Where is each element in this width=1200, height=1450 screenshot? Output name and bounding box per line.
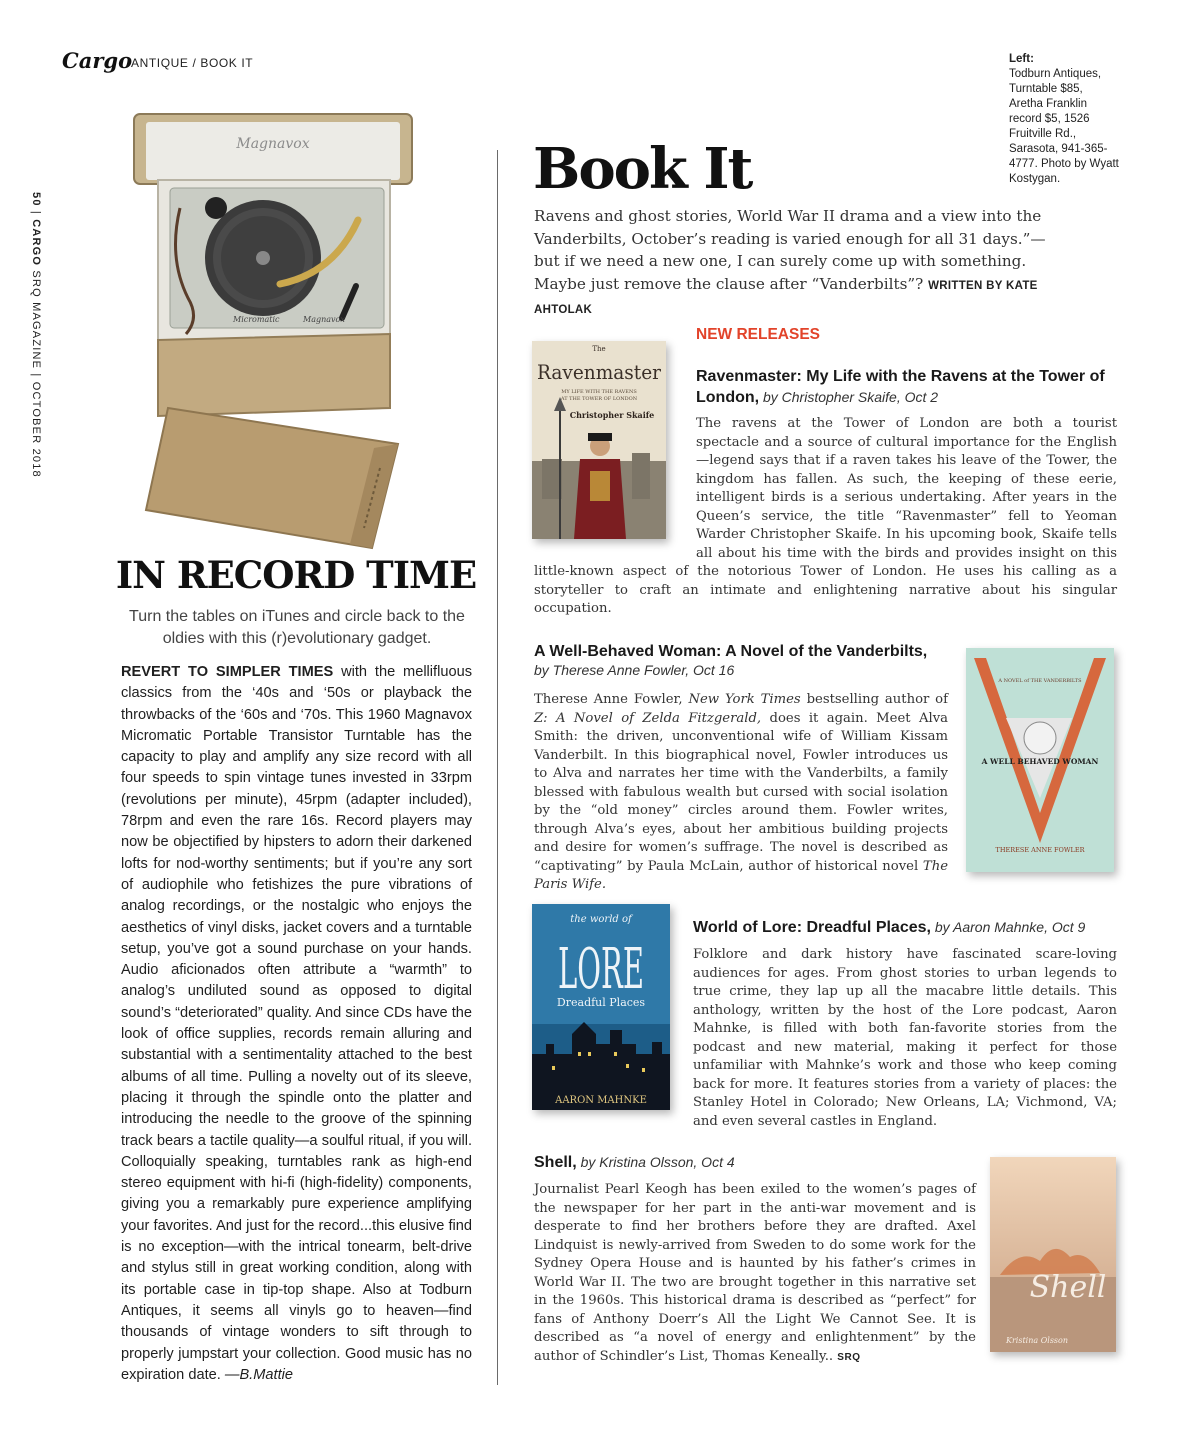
caption-head: Left: [1009,53,1034,65]
wbw-body-paris: The Paris Wife. [534,858,948,892]
ravenmaster-cover-title: Ravenmaster [537,360,662,384]
ravenmaster-cover-author: Christopher Skaife [569,410,655,420]
book-it-credit: WRITTEN BY KATE AHTOLAK [534,279,1038,316]
wbw-cover-title: A WELL BEHAVED WOMAN [981,757,1099,766]
shell-title: Shell, [534,1154,577,1171]
left-article-lead: REVERT TO SIMPLER TIMES [121,664,334,680]
world-of-lore-meta: by Aaron Mahnke, Oct 9 [930,919,1086,935]
shell-meta: by Kristina Olsson, Oct 4 [576,1154,735,1170]
section-label: ANTIQUE / BOOK IT [131,56,254,70]
wbw-body-part-3: does it again. Meet Alva Smith: the driven, unconventional wife of William Kissam Vanderbilt. In this biographical novel, Fowler introduces us to Alva and narrates her time with the Vanderbilts, a family blessed with fabulous wealth but cursed with social isolation by the “old money” circles around them. Fowler writes, through Alva’s eyes, about her ambitious building projects and desire for women’s suffrage. The novel is described as “captivating” by Paula McLain, author of historical novel [534,710,949,874]
well-behaved-woman-heading [534,641,944,680]
book-it-title: Book It [533,136,752,202]
ravenmaster-cover-small: The [592,345,606,353]
column-divider [497,150,498,1385]
folio-magazine: SRQ MAGAZINE [30,266,42,370]
world-of-lore-heading [693,917,1117,938]
folio-date: OCTOBER 2018 [30,381,42,478]
book-it-intro [534,205,1064,322]
ravenmaster-body-text: The ravens at the Tower of London are both a tourist spectacle and a source of cultural importance for the English—legend says that if a raven takes his leave of the Tower, the kingdom has fallen. As such, the keeping of these eerie, intelligent birds is a serious undertaking. After years in the Queen’s service, the title “Ravenmaster” fell to Yeoman Warder Christopher Skaife. In his upcoming book, Skaife tells all about his time with the birds and provides insight on this little-known aspect of the notorious Tower of London. He uses his calling as a storyteller to craft an intimate and enlightening narrative about his singular occupation. [534,416,1117,616]
well-behaved-woman-body [534,691,948,895]
deck-label-text: Micromatic [233,315,280,324]
srq-end-tag: SRQ [837,1351,861,1363]
left-article-body [121,662,472,1386]
ravenmaster-cover-sub2: AT THE TOWER OF LONDON [560,396,638,402]
lore-cover-top: the world of [570,914,632,925]
shell-body [534,1181,976,1367]
ravenmaster-wrap-spacer [534,415,696,563]
book-it-intro-text: Ravens and ghost stories, World War II drama and a view into the Vanderbilts, October’s reading is varied enough for all 31 days.”—but if we need a new one, I can surely come up with something. Maybe just remove the clause after “Vanderbilts”? [534,207,1046,293]
wbw-cover-author: THERESE ANNE FOWLER [995,846,1085,854]
world-of-lore-title: World of Lore: Dreadful Places, [693,919,931,936]
left-article-byline: —B.Mattie [224,1366,293,1383]
shell-cover [990,1157,1116,1352]
deck-brand-text: Magnavox [303,315,345,324]
photo-caption [1009,52,1119,187]
left-article-text: with the mellifluous classics from the ‘40s and ‘50s or playback the throwbacks of the ‘60s and ‘70s. This 1960 Magnavox Micromatic Portable Transistor Turntable has the capacity to play and amplify any size record with all four speeds to spin vintage tunes invested in 33rpm (revolutions per minute), 45rpm (adapter included), 78rpm and even the rare 16s. Record players may now be objectified by hipsters to adorn their darkened lofts for nod-worthy sentiments; but if you’re any sort of audiophile who fetishizes the pure vibrations of analog recordings, or the nostalgic who enjoys the aesthetics of vinyl disks, jacket covers and a turntable setup, you’ve got a sound purchase on your hands. Audio aficionados often attribute a “warmth” to analog’s undiluted sound as opposed to digital sound’s “deteriorated” quality. And since CDs have the look of office supplies, records remain alluring and substantial with a sentimentality attached to the best albums of all time. Pulling a novelty out of its sleeve, placing it through the spindle onto the platter and introducing the needle to the groove of the spinning track bears a tactile quality—a soulful ritual, if you will. Colloquially speaking, turntables rank as high-end stereo equipment with hi-fi (high-fidelity) components, giving you a remarkably pure experience amplifying your favorites. And just for the record...this elusive find is no exception—with the intrical tonearm, belt-drive and stylus still in great working condition, along with its portable case in tip-top shape. Also at Todburn Antiques, it seems all vinyls go to heaven—find thousands of vintage wonders to sift through to properly jumpstart your collection. Good music has no expiration date. [121,664,472,1383]
wbw-body-nyt: New York Times [688,692,801,707]
well-behaved-woman-title: A Well-Behaved Woman: A Novel of the Vanderbilts, [534,643,928,660]
shell-body-text: Journalist Pearl Keogh has been exiled to the women’s pages of the newspaper for her part in the anti-war movement and is desperate to find her brothers before they are drafted. Axel Lindquist is newly-arrived from Sweden to do some work for the Sydney Opera House and is haunted by his father’s crimes in World War II. The two are brought together in this narrative set in the 1960s. This historical drama is described as “perfect” for fans of Anthony Doerr’s All the Light We Cannot See. It is described as “a novel of energy and enlightenment” by the author of Schindler’s List, Thomas Keneally.. [534,1182,976,1364]
wbw-body-part-2: bestselling author of [800,692,949,707]
folio-separator: | [30,206,42,220]
folio-magazine-bold: CARGO [30,219,42,267]
caption-text: Todburn Antiques, Turntable $85, Aretha Franklin record $5, 1526 Fruitville Rd., Sarasota, 941-365-4777. Photo by Wyatt Kostygan. [1009,68,1119,185]
lore-cover-sub: Dreadful Places [556,996,646,1009]
brand-logo: Cargo [62,48,133,73]
shell-cover-title: Shell [1029,1270,1107,1305]
page-number: 50 [30,192,42,207]
ravenmaster-cover-sub1: MY LIFE WITH THE RAVENS [561,389,637,395]
ravenmaster-title: Ravenmaster: My Life with the Ravens at the Tower of London, [696,368,1105,406]
turntable-photo [128,108,418,553]
wbw-cover-top: A NOVEL of THE VANDERBILTS [998,678,1082,684]
ravenmaster-meta: by Christopher Skaife, Oct 2 [759,389,939,405]
lid-brand-text: Magnavox [236,136,310,152]
world-of-lore-cover [532,904,670,1110]
wbw-body-part-1: Therese Anne Fowler, [534,692,689,707]
lore-cover-author: AARON MAHNKE [555,1095,647,1106]
ravenmaster-body [534,415,1117,619]
left-article-subtitle: Turn the tables on iTunes and circle back to the oldies with this (r)evolutionary gadget. [129,608,465,647]
folio-separator-2: | [30,369,42,382]
ravenmaster-heading [696,366,1116,408]
wbw-body-z: Z: A Novel of Zelda Fitzgerald, [534,710,762,726]
well-behaved-woman-meta: by Therese Anne Fowler, Oct 16 [534,662,735,678]
left-article-title: IN RECORD TIME [115,553,477,597]
lore-cover-title: LORE [558,937,644,1002]
well-behaved-woman-cover [966,648,1114,872]
shell-cover-author: Kristina Olsson [1006,1336,1068,1345]
world-of-lore-body: Folklore and dark history have fascinated scare-loving audiences for ages. From ghost stories to urban legends to true crime, they lap up all the macabre little details. This anthology, written by the host of the Lore podcast, Aaron Mahnke, is filled with both fan-favorite stories from the podcast and new material, making it perfect for those unfamiliar with Mahnke’s work and those who keep coming back for more. It features stories from a variety of places: the Stanley Hotel in Colorado; New Orleans, LA; Vichmond, VA; and even several castles in England. [693,947,1117,1129]
new-releases-label: NEW RELEASES [696,326,821,343]
shell-heading [534,1152,974,1173]
folio [30,192,42,478]
